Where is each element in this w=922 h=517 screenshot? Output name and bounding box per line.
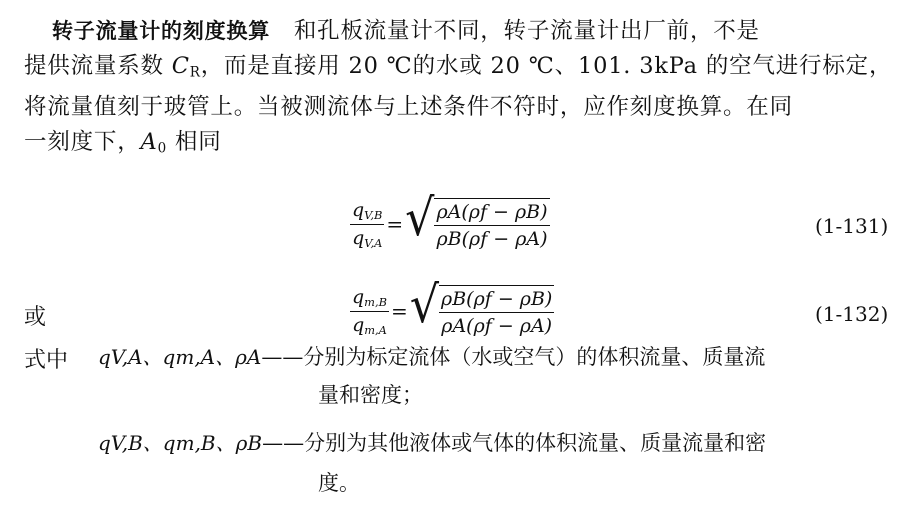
eq1-rhs-den: ρB(ρf − ρA) (434, 225, 549, 250)
equals-sign: = (386, 212, 404, 236)
or-label: 或 (24, 305, 47, 330)
paragraph-line-1 (24, 14, 904, 49)
definition-2-dash: —— (262, 431, 305, 455)
eq2-lhs-num: q (352, 285, 365, 308)
section-heading: 转子流量计的刻度换算 (52, 19, 270, 43)
equation-1-number: (1-131) (815, 214, 889, 238)
symbol-c: C (171, 53, 190, 79)
paragraph-line-4 (24, 125, 904, 166)
definition-2-symbols: qV,B、qm,B、ρB (98, 431, 263, 455)
eq1-sqrt (405, 187, 549, 250)
eq1-lhs-den-sub: V,A (364, 235, 383, 250)
definition-2-continued: 度。 (318, 471, 360, 495)
eq1-lhs-den: q (352, 226, 365, 249)
eq1-lhs-num-sub: V,B (364, 207, 383, 222)
paragraph-line-3: 将流量值刻于玻管上。当被测流体与上述条件不符时，应作刻度换算。在同 (24, 94, 793, 121)
radical-sign: √ (409, 274, 440, 335)
symbol-a-sub: 0 (157, 140, 167, 157)
line4-post: 相同 (166, 129, 222, 156)
radical-sign: √ (405, 187, 435, 248)
intro-paragraph (24, 14, 904, 167)
line2-pre: 提供流量系数 (24, 53, 172, 79)
eq2-rhs-num: ρB(ρf − ρB) (441, 288, 553, 310)
definition-1-dash: —— (261, 345, 304, 369)
definition-1-text-line1: 分别为标定流体（水或空气）的体积流量、质量流 (303, 345, 766, 369)
eq1-rhs-fraction (434, 201, 549, 250)
eq2-rhs-den: ρA(ρf − ρA) (439, 312, 554, 337)
line1-text: 和孔板流量计不同，转子流量计出厂前，不是 (293, 18, 760, 44)
eq2-lhs-fraction (350, 286, 389, 337)
eq2-sqrt (409, 274, 555, 337)
definition-1 (98, 338, 765, 376)
definition-2-text-line1: 分别为其他液体或气体的体积流量、质量流量和密 (304, 431, 767, 455)
line2-post: ，而是直接用 20 ℃的水或 20 ℃、101. 3kPa 的空气进行标定， (200, 53, 893, 79)
eq2-lhs-num-sub: m,B (364, 294, 387, 309)
eq2-lhs-den-sub: m,A (364, 322, 387, 337)
definitions-label: 式中 (24, 348, 69, 373)
eq1-rhs-num: ρA(ρf − ρB) (436, 201, 548, 223)
paragraph-line-2 (24, 49, 904, 90)
definition-1-symbols: qV,A、qm,A、ρA (98, 345, 262, 369)
eq1-lhs-num: q (352, 198, 365, 221)
symbol-c-sub: R (189, 64, 201, 81)
definition-1-continued: 量和密度； (318, 383, 423, 407)
equals-sign: = (390, 299, 408, 323)
line4-pre: 一刻度下， (24, 129, 141, 156)
eq1-lhs-fraction (350, 199, 384, 250)
equation-2 (350, 274, 554, 337)
symbol-a: A (140, 129, 158, 156)
equation-1 (350, 187, 550, 250)
equation-2-number: (1-132) (815, 302, 889, 326)
definition-2 (98, 424, 766, 462)
eq2-rhs-fraction (439, 288, 554, 337)
eq2-lhs-den: q (352, 313, 365, 336)
